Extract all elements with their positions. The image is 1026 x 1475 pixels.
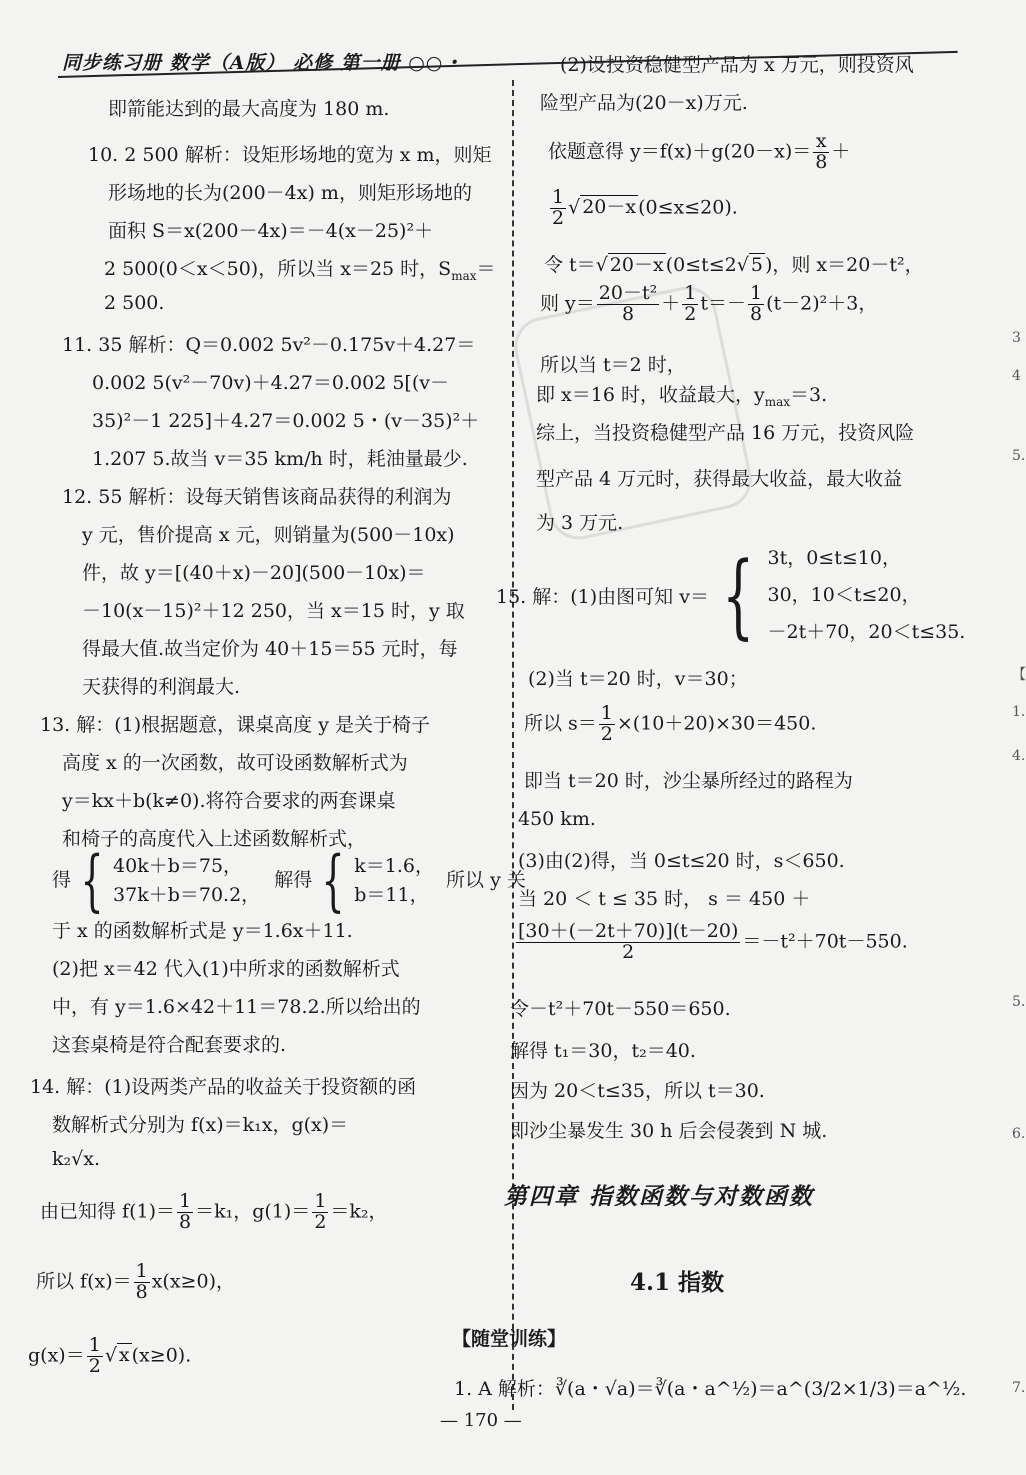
edge-mark: 5. xyxy=(1012,994,1026,1010)
answer-14-part2-line6: 则 y＝ $\frac{\text{20－t²}}{8}$ ＋ $\frac{1}{2}$ t＝－ $\frac{1}{8}$ (t－2)²＋3， xyxy=(540,282,878,325)
answer-14-part2-line2: 险型产品为(20－x)万元. xyxy=(540,92,748,114)
edge-mark: 3 xyxy=(1012,330,1021,346)
answer-11-line3: 35)²－1 225]＋4.27＝0.002 5・(v－35)²＋ xyxy=(92,410,480,432)
answer-11-line4: 1.207 5.故当 v＝35 km/h 时，耗油量最少. xyxy=(92,448,468,470)
answer-14-line3: k₂√x. xyxy=(52,1148,100,1170)
answer-11-line1: 11. 35 解析：Q＝0.002 5v²－0.175v＋4.27＝ xyxy=(62,334,476,356)
practice-answer-1: 1. A 解析：∛(a・√a)＝∛(a・a^½)＝a^(3/2×1/3)＝a^½. xyxy=(454,1378,967,1400)
answer-14-part2-line4: $\frac{1}{2}$ √ 20－x (0≤x≤20). xyxy=(552,186,738,229)
answer-15-line10: 解得 t₁＝30，t₂＝40. xyxy=(510,1040,696,1062)
answer-15-line6: (3)由(2)得，当 0≤t≤20 时，s＜650. xyxy=(518,850,845,872)
answer-14-part2-line3: 依题意得 y＝f(x)＋g(20－x)＝ $\frac{x}{8}$ ＋ xyxy=(548,130,851,173)
answer-10-line3: 面积 S＝x(200－4x)＝－4(x－25)²＋ xyxy=(108,220,434,242)
answer-14-part2-line7: 所以当 t＝2 时， xyxy=(540,354,686,376)
answer-15-line11: 因为 20＜t≤35，所以 t＝30. xyxy=(510,1080,765,1102)
answer-13-line2: 高度 x 的一次函数，故可设函数解析式为 xyxy=(62,752,408,774)
answer-14-part2-line5: 令 t＝√ 20－x (0≤t≤2√ 5 )，则 x＝20－t²， xyxy=(544,254,924,276)
answer-12-line4: －10(x－15)²＋12 250，当 x＝15 时，y 取 xyxy=(82,600,465,622)
answer-14-part2-line11: 为 3 万元. xyxy=(536,512,624,534)
answer-15-line7: 当 20 ＜ t ≤ 35 时， s ＝ 450 ＋ xyxy=(518,888,811,910)
answer-14-line5: 所以 f(x)＝ $\frac{1}{8}$ x(x≥0)， xyxy=(36,1260,235,1303)
answer-11-line2: 0.002 5(v²－70v)＋4.27＝0.002 5[(v－ xyxy=(92,372,449,394)
edge-mark: 6. xyxy=(1012,1126,1026,1142)
answer-15-line12: 即沙尘暴发生 30 h 后会侵袭到 N 城. xyxy=(510,1120,828,1142)
edge-mark: 5. xyxy=(1012,448,1026,464)
answer-13-line4: 和椅子的高度代入上述函数解析式， xyxy=(62,828,367,850)
answer-15-line5: 450 km. xyxy=(518,808,596,830)
edge-mark: 1. xyxy=(1012,704,1026,720)
answer-10-line4: 2 500(0＜x＜50)，所以当 x＝25 时，$S_{max}=$ xyxy=(104,258,496,283)
answer-10-line1: 10. 2 500 解析：设矩形场地的宽为 x m，则矩 xyxy=(88,144,492,166)
answer-9-end: 即箭能达到的最大高度为 180 m. xyxy=(108,98,390,120)
answer-12-line3: 件，故 y＝[(40＋x)－20](500－10x)＝ xyxy=(82,562,426,584)
answer-13-line1: 13. 解：(1)根据题意，课桌高度 y 是关于椅子 xyxy=(40,714,430,736)
answer-15-line9: 令－t²＋70t－550＝650. xyxy=(510,998,731,1020)
answer-14-part2-line8: 即 x＝16 时，收益最大，$y_{max}=3$. xyxy=(536,384,828,409)
page-number: — 170 — xyxy=(440,1410,522,1431)
answer-15-line2: (2)当 t＝20 时，v＝30； xyxy=(528,668,748,690)
answer-14-line4: 由已知得 f(1)＝ $\frac{1}{8}$ ＝k₁，g(1)＝ $\frac{1}{2}$ ＝k₂， xyxy=(40,1190,388,1233)
edge-mark: 4. xyxy=(1012,748,1026,764)
edge-mark: 4 xyxy=(1012,368,1021,384)
answer-10-line5: 2 500. xyxy=(104,292,165,314)
answer-14-part2-line1: (2)设投资稳健型产品为 x 万元，则投资风 xyxy=(560,54,914,76)
answer-12-line2: y 元，售价提高 x 元，则销量为(500－10x) xyxy=(82,524,455,546)
answer-12-line1: 12. 55 解析：设每天销售该商品获得的利润为 xyxy=(62,486,452,508)
answer-13-system: 得 { 40k＋b＝75， 37k＋b＝70.2， 解得 { k＝1.6， b＝11， 所以 y 关 xyxy=(52,842,526,919)
running-header: 同步练习册 数学（A版） 必修 第一册 ○○・ xyxy=(62,52,464,74)
answer-13-line8: 中，有 y＝1.6×42＋11＝78.2.所以给出的 xyxy=(52,996,421,1018)
answer-14-part2-line10: 型产品 4 万元时，获得最大收益，最大收益 xyxy=(536,468,903,490)
answer-15-line4: 即当 t＝20 时，沙尘暴所经过的路程为 xyxy=(524,770,853,792)
answer-12-line6: 天获得的利润最大. xyxy=(82,676,241,698)
answer-13-line6: 于 x 的函数解析式是 y＝1.6x＋11. xyxy=(52,920,353,942)
answer-14-part2-line9: 综上，当投资稳健型产品 16 万元，投资风险 xyxy=(536,422,915,444)
answer-13-line3: y＝kx＋b(k≠0).将符合要求的两套课桌 xyxy=(62,790,396,812)
chapter-title: 第四章 指数函数与对数函数 xyxy=(504,1183,815,1210)
answer-15-line3: 所以 s＝ $\frac{1}{2}$ ×(10＋20)×30＝450. xyxy=(524,702,817,745)
answer-15-line8: $\frac{[30+(-2t+70)](t-20)}{2}$ ＝－t²＋70t－550. xyxy=(518,920,908,963)
answer-13-line9: 这套桌椅是符合配套要求的. xyxy=(52,1034,287,1056)
answer-14-line2: 数解析式分别为 f(x)＝k₁x，g(x)＝ xyxy=(52,1114,349,1136)
edge-mark: 【 xyxy=(1012,667,1026,683)
answer-15-piecewise: 15. 解：(1)由图可知 v＝ { 3t，0≤t≤10， 30，10＜t≤20， －2t＋70，20＜t≤35. xyxy=(496,541,966,649)
answer-14-line6: g(x)＝ $\frac{1}{2}$ √ x (x≥0). xyxy=(28,1334,192,1377)
answer-10-line2: 形场地的长为(200－4x) m，则矩形场地的 xyxy=(108,182,472,204)
answer-14-line1: 14. 解：(1)设两类产品的收益关于投资额的函 xyxy=(30,1076,417,1098)
answer-12-line5: 得最大值.故当定价为 40＋15＝55 元时，每 xyxy=(82,638,458,660)
section-title: 4.1 指数 xyxy=(630,1269,725,1296)
edge-mark: 7. xyxy=(1012,1380,1026,1396)
answer-13-line7: (2)把 x＝42 代入(1)中所求的函数解析式 xyxy=(52,958,400,980)
practice-heading: 【随堂训练】 xyxy=(452,1328,567,1350)
